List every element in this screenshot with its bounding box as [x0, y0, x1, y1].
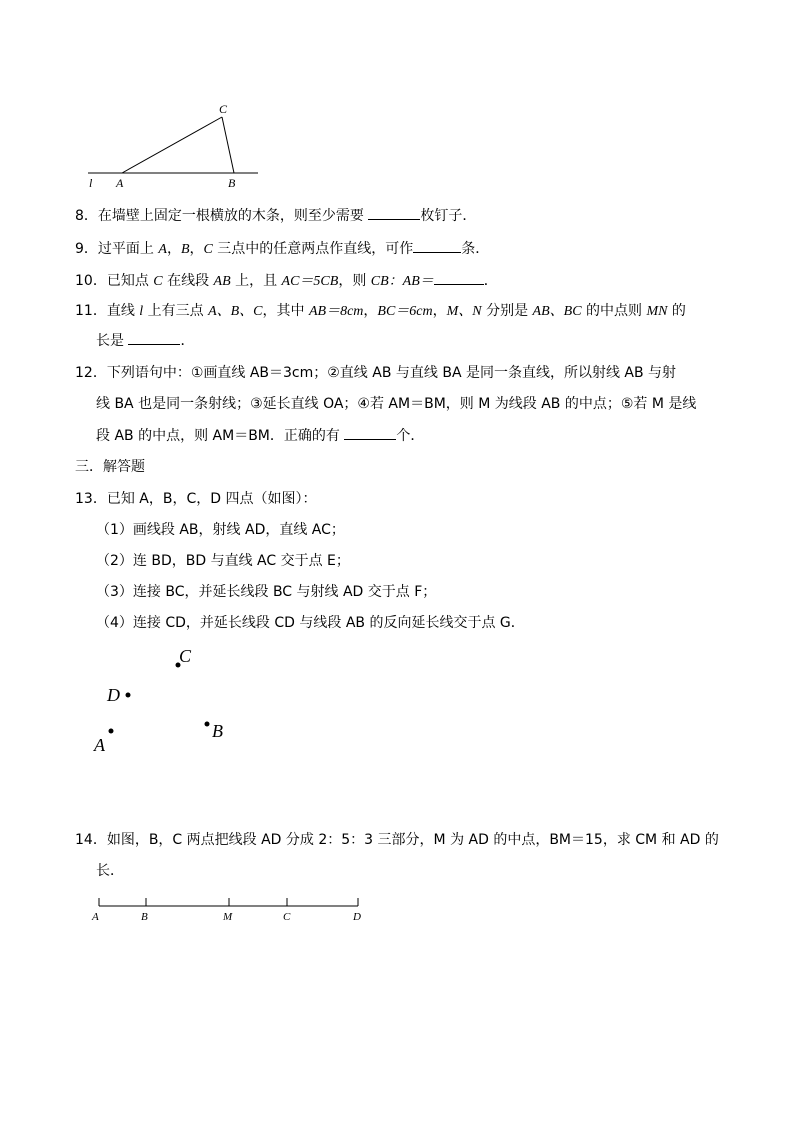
point-a-label: A [94, 735, 105, 755]
q13-item-2: （2）连 BD，BD 与直线 AC 交于点 E； [96, 553, 350, 569]
q9-answer-blank[interactable] [413, 238, 461, 253]
q11-answer-blank[interactable] [128, 330, 180, 345]
q11-text-f: 分别是 [481, 303, 533, 319]
q11-segments: AB、BC [532, 304, 582, 319]
q11-line-l: l [139, 304, 144, 319]
question-14-line-1 [75, 830, 719, 850]
question-11-line-1 [75, 301, 686, 322]
q12-line2-text: 线 BA 也是同一条射线；③延长直线 OA；④若 AM＝BM，则 M 为线段 AB 的中点；⑤若 M 是线 [96, 396, 697, 412]
q10-text-d: ，则 [338, 273, 371, 289]
question-9 [75, 238, 489, 260]
point-b-dot [205, 722, 210, 727]
question-13-stem [75, 489, 316, 509]
q8-answer-blank[interactable] [368, 205, 420, 220]
q9-sep1: ， [166, 241, 181, 257]
point-d-label: D [107, 685, 120, 705]
q10-ratio: CB：AB＝ [370, 274, 434, 289]
points-figure [90, 640, 250, 760]
question-14-line-2: 长． [96, 863, 124, 879]
section-title: 三．解答题 [75, 459, 145, 475]
q9-number: 9． [75, 241, 98, 257]
q10-point-c: C [153, 274, 163, 289]
q13-number: 13． [75, 491, 107, 507]
q8-text-a: 在墙壁上固定一根横放的木条，则至少需要 [97, 208, 369, 224]
q13-stem-text: 已知 A，B，C，D 四点（如图）： [106, 491, 317, 507]
tick-label-a: A [92, 911, 99, 923]
question-12-line-2 [96, 394, 696, 414]
tick-label-m: M [223, 911, 233, 923]
q10-answer-blank[interactable] [434, 270, 484, 285]
q12-number: 12． [75, 365, 107, 381]
q13-item-1: （1）画线段 AB，射线 AD，直线 AC； [96, 522, 345, 538]
segment-cb [222, 117, 234, 173]
question-10 [75, 270, 498, 292]
label-l: l [89, 176, 93, 190]
q10-text-a: 已知点 [106, 273, 154, 289]
q11-text-h: 的 [667, 303, 686, 319]
q9-point-c: C [203, 242, 213, 257]
q9-sep2: ， [189, 241, 204, 257]
q10-text-e: ． [483, 273, 498, 289]
q11-text-a: 直线 [106, 303, 140, 319]
q14-number: 14． [75, 832, 107, 848]
tick-label-c: C [283, 911, 291, 923]
question-8 [75, 205, 476, 226]
q11-ab: AB＝8cm [308, 304, 364, 319]
tick-label-b: B [141, 911, 148, 923]
point-d-dot [126, 693, 131, 698]
q12-answer-blank[interactable] [344, 425, 396, 440]
q11-line2-end: ． [180, 333, 195, 349]
q9-point-a: A [158, 242, 167, 257]
q11-text-g: 的中点则 [581, 303, 647, 319]
q11-mn: MN [646, 304, 668, 319]
tick-label-d: D [353, 911, 361, 923]
q10-number: 10． [75, 273, 107, 289]
label-c: C [219, 102, 228, 116]
q9-text-a: 过平面上 [97, 241, 159, 257]
q11-mn-points: M、N [446, 304, 482, 319]
q11-points: A、B、C [208, 304, 263, 319]
point-a-dot [109, 729, 114, 734]
point-b-label: B [212, 721, 223, 741]
q9-text-b: 三点中的任意两点作直线，可作 [212, 241, 414, 257]
q9-text-c: 条． [461, 241, 490, 257]
q11-bc: BC＝6cm [377, 304, 433, 319]
question-11-line-2 [96, 330, 194, 351]
question-12-line-1 [75, 363, 676, 383]
q10-segment-ab: AB [213, 274, 231, 289]
triangle-figure [80, 100, 270, 195]
q11-line2-text: 长是 [96, 333, 129, 349]
q13-item-4: （4）连接 CD，并延长线段 CD 与线段 AB 的反向延长线交于点 G． [96, 615, 525, 631]
q12-line3-text: 段 AB 的中点，则 AM＝BM．正确的有 [96, 428, 345, 444]
q11-text-c: ，其中 [262, 303, 309, 319]
label-b: B [228, 176, 236, 190]
q9-point-b: B [180, 242, 190, 257]
q12-line3-end: 个． [396, 428, 425, 444]
label-a: A [116, 176, 124, 190]
q8-text-b: 枚钉子． [420, 208, 477, 224]
q11-text-b: 上有三点 [143, 303, 209, 319]
q10-text-b: 在线段 [162, 273, 214, 289]
q13-item-3: （3）连接 BC，并延长线段 BC 与射线 AD 交于点 F； [96, 584, 437, 600]
point-c-label: C [179, 646, 192, 666]
segment-figure [88, 892, 373, 928]
q11-text-e: ， [432, 303, 447, 319]
q14-line1-text: 如图，B，C 两点把线段 AD 分成 2：5：3 三部分，M 为 AD 的中点，BM＝15，求 CM 和 AD 的 [106, 832, 719, 848]
q11-text-d: ， [363, 303, 378, 319]
q12-line1-text: 下列语句中：①画直线 AB＝3cm；②直线 AB 与直线 BA 是同一条直线，所以射线 AB 与射 [106, 365, 677, 381]
q10-text-c: 上，且 [230, 273, 282, 289]
q10-equation: AC＝5CB [281, 274, 339, 289]
question-12-line-3 [96, 425, 424, 446]
segment-ac [122, 117, 222, 173]
q8-number: 8． [75, 208, 98, 224]
q11-number: 11． [75, 303, 107, 319]
